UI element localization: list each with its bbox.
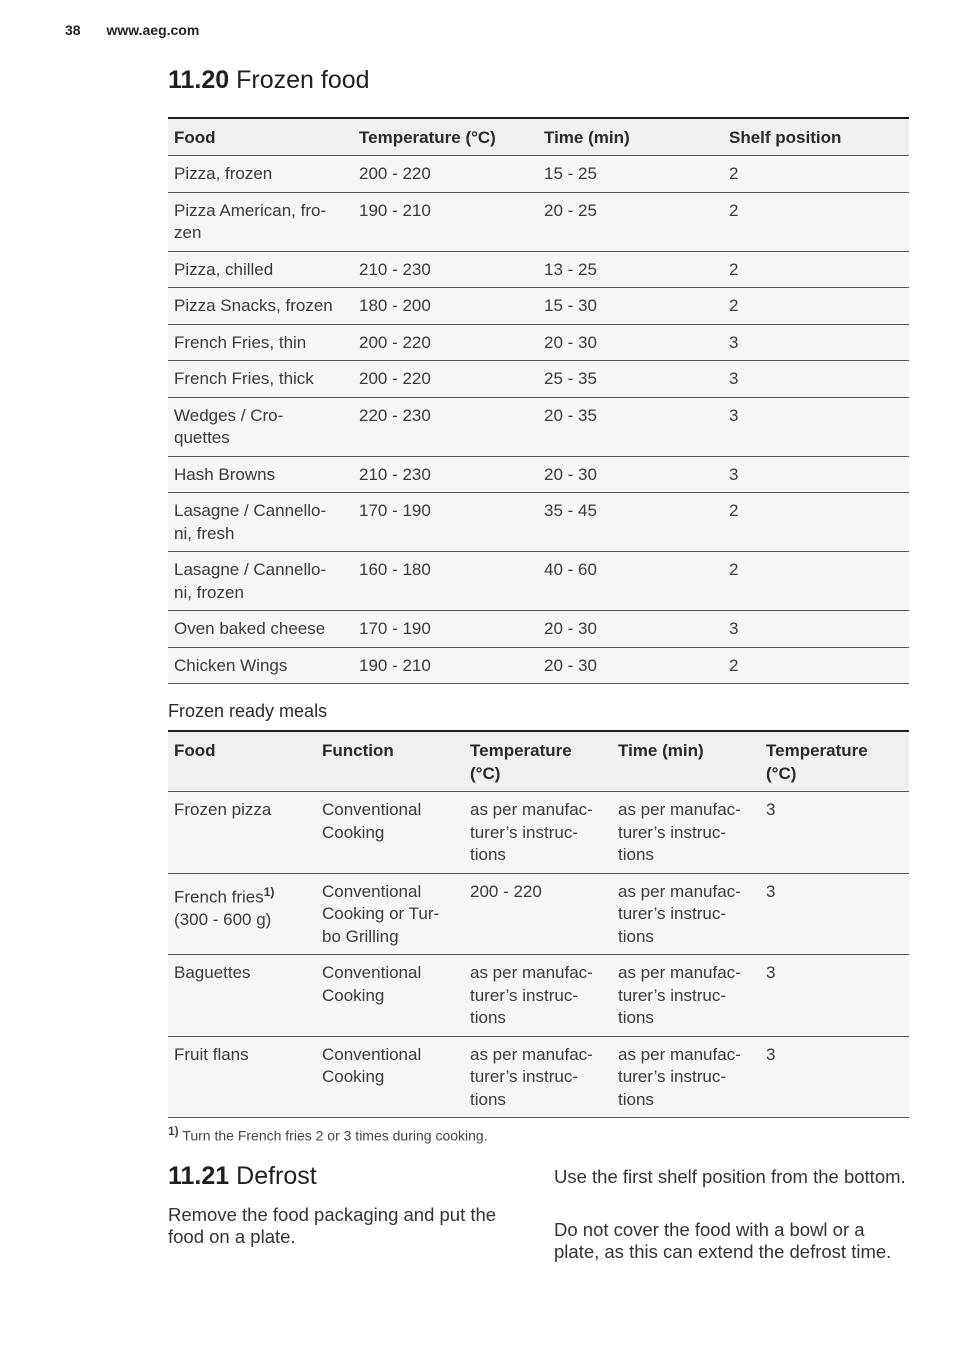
table-cell: as per manufac- turer’s instruc- tions xyxy=(470,1044,593,1109)
defrost-paragraph-left: Remove the food packaging and put the food on a plate. xyxy=(168,1204,497,1247)
table-row xyxy=(168,792,909,874)
table-cell: 15 - 25 xyxy=(544,164,597,183)
defrost-paragraph-right-2: Do not cover the food with a bowl or a plate, as this can extend the defrost time. xyxy=(554,1219,892,1262)
table-cell: Lasagne / Cannello- ni, fresh xyxy=(174,501,327,543)
table-row xyxy=(168,456,909,493)
table-cell: as per manufac- turer’s instruc- tions xyxy=(470,963,593,1027)
table-cell: 2 xyxy=(729,164,739,183)
page-number: 38 xyxy=(65,22,81,38)
table-row xyxy=(168,192,909,251)
table-cell: Baguettes xyxy=(174,963,251,982)
defrost-paragraph-right-1: Use the first shelf position from the bottom. xyxy=(554,1166,906,1187)
table-cell: 20 - 25 xyxy=(544,200,597,220)
table-cell: 180 - 200 xyxy=(359,296,431,315)
food-weight: (300 - 600 g) xyxy=(174,909,272,929)
frozen-food-table-body xyxy=(168,156,909,684)
footnote-text: Turn the French fries 2 or 3 times during cooking. xyxy=(182,1127,488,1144)
table-cell: Oven baked cheese xyxy=(174,619,326,638)
table-cell: 3 xyxy=(766,800,776,819)
table-cell: 200 - 220 xyxy=(359,369,431,388)
table-cell: 3 xyxy=(766,1044,776,1064)
table-cell: 190 - 210 xyxy=(359,200,431,220)
section-title-frozen-food xyxy=(168,66,370,95)
table-cell: as per manufac- turer’s instruc- tions xyxy=(618,800,741,864)
table-cell: 20 - 30 xyxy=(544,464,597,484)
table-cell xyxy=(168,873,316,955)
table-cell: 2 xyxy=(729,296,739,315)
section-number: 11.20 xyxy=(168,66,230,94)
table-cell: 3 xyxy=(766,963,776,982)
table-cell: 13 - 25 xyxy=(544,259,597,279)
table-cell: 20 - 35 xyxy=(544,405,597,425)
site-url: www.aeg.com xyxy=(106,22,200,38)
table-row xyxy=(168,873,909,955)
page-header xyxy=(65,22,199,38)
table-cell: 170 - 190 xyxy=(359,501,431,520)
table-cell: 3 xyxy=(729,405,739,425)
table-row xyxy=(168,647,909,684)
table-header-row xyxy=(168,118,909,156)
table-cell: Fruit flans xyxy=(174,1044,249,1064)
table-cell: 3 xyxy=(729,369,739,388)
table-cell: as per manufac- turer’s instruc- tions xyxy=(470,800,593,864)
ready-meals-table xyxy=(168,730,909,1118)
table-cell: 20 - 30 xyxy=(544,655,597,675)
frozen-food-table xyxy=(168,117,909,684)
table-row xyxy=(168,361,909,398)
table-header-row xyxy=(168,731,909,792)
table-row xyxy=(168,1036,909,1118)
table-cell: French Fries, thin xyxy=(174,332,307,352)
table-row xyxy=(168,493,909,552)
table-cell: Conventional Cooking xyxy=(322,963,422,1005)
table-cell: Wedges / Cro- quettes xyxy=(174,405,284,447)
table-cell: 200 - 220 xyxy=(470,881,542,901)
header-cell: Shelf position xyxy=(729,128,842,147)
header-cell: Temperature (°C) xyxy=(766,741,868,783)
section-number: 11.21 xyxy=(168,1162,230,1190)
table-cell: 160 - 180 xyxy=(359,560,431,579)
table-cell: 15 - 30 xyxy=(544,296,597,315)
table-cell: as per manufac- turer’s instruc- tions xyxy=(618,1044,741,1109)
header-cell: Food xyxy=(174,741,216,760)
header-cell: Temperature (°C) xyxy=(470,741,572,783)
footnote-mark: 1) xyxy=(168,1124,179,1138)
table-cell: 2 xyxy=(729,560,739,579)
header-cell: Time (min) xyxy=(544,128,630,147)
table-cell: 35 - 45 xyxy=(544,501,597,520)
table-cell: 20 - 30 xyxy=(544,332,597,352)
table-cell: 210 - 230 xyxy=(359,259,431,279)
table-cell: Conventional Cooking xyxy=(322,1044,422,1086)
section-title-text: Frozen food xyxy=(236,66,370,94)
table-cell: 200 - 220 xyxy=(359,332,431,352)
table-row xyxy=(168,288,909,325)
table-cell: Conventional Cooking xyxy=(322,800,422,842)
table-row xyxy=(168,156,909,193)
food-name: French fries xyxy=(174,887,264,907)
footnote xyxy=(168,1124,488,1144)
table-cell: 2 xyxy=(729,501,739,520)
table-row xyxy=(168,955,909,1037)
header-cell: Temperature (°C) xyxy=(359,128,496,147)
table-cell: 200 - 220 xyxy=(359,164,431,183)
table-row xyxy=(168,324,909,361)
header-cell: Time (min) xyxy=(618,741,704,760)
table-cell: 20 - 30 xyxy=(544,619,597,638)
table-cell: 170 - 190 xyxy=(359,619,431,638)
table-cell: 2 xyxy=(729,655,739,675)
table-cell: Frozen pizza xyxy=(174,800,272,819)
table-cell: Hash Browns xyxy=(174,464,276,484)
ready-meals-caption: Frozen ready meals xyxy=(168,701,328,721)
table-cell: 210 - 230 xyxy=(359,464,431,484)
table-cell: 3 xyxy=(766,881,776,901)
table-row xyxy=(168,611,909,648)
ready-meals-table-body xyxy=(168,792,909,1118)
header-cell: Food xyxy=(174,128,216,147)
footnote-reference: 1) xyxy=(263,884,275,899)
table-cell: French Fries, thick xyxy=(174,369,314,388)
table-cell: Lasagne / Cannello- ni, frozen xyxy=(174,560,327,602)
table-cell: Pizza, chilled xyxy=(174,259,274,279)
table-cell: 40 - 60 xyxy=(544,560,597,579)
table-cell: Pizza Snacks, frozen xyxy=(174,296,333,315)
table-cell: 2 xyxy=(729,259,739,279)
header-cell: Function xyxy=(322,741,394,760)
table-row xyxy=(168,397,909,456)
section-title-text: Defrost xyxy=(236,1162,317,1190)
section-title-defrost xyxy=(168,1162,317,1191)
table-cell: 3 xyxy=(729,464,739,484)
table-cell: as per manufac- turer’s instruc- tions xyxy=(618,963,741,1027)
table-cell: 190 - 210 xyxy=(359,655,431,675)
table-row xyxy=(168,251,909,288)
table-cell: 2 xyxy=(729,200,739,220)
table-cell: 220 - 230 xyxy=(359,405,431,425)
table-cell: as per manufac- turer’s instruc- tions xyxy=(618,881,741,946)
table-cell: 3 xyxy=(729,332,739,352)
table-cell: 3 xyxy=(729,619,739,638)
table-cell: 25 - 35 xyxy=(544,369,597,388)
table-cell: Conventional Cooking or Tur- bo Grilling xyxy=(322,881,440,946)
table-cell: Pizza, frozen xyxy=(174,164,273,183)
table-cell: Chicken Wings xyxy=(174,655,288,675)
table-row xyxy=(168,552,909,611)
table-cell: Pizza American, fro- zen xyxy=(174,200,327,242)
